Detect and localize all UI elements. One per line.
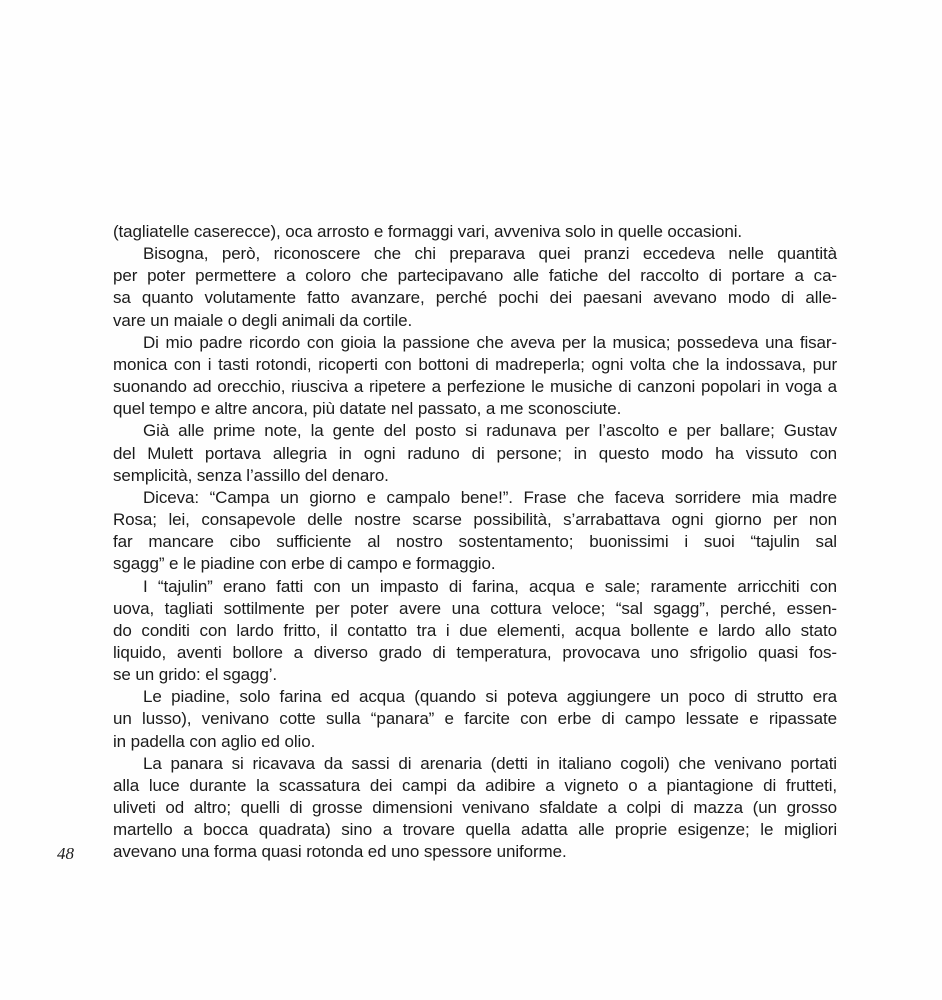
page-number: 48 [57, 844, 74, 863]
paragraph [113, 576, 837, 687]
text-line: sgagg” e le piadine con erbe di campo e formaggio. [113, 554, 496, 574]
text-line: Le piadine, solo farina ed acqua (quando si poteva aggiungere un poco di strutto era [143, 687, 837, 707]
text-line: Bisogna, però, riconoscere che chi preparava quei pranzi eccedeva nelle quantità [143, 244, 837, 264]
text-line: suonando ad orecchio, riusciva a ripetere a perfezione le musiche di canzoni popolari in voga a [113, 377, 837, 397]
paragraph [113, 332, 837, 421]
text-line: martello a bocca quadrata) sino a trovare quella adatta alle proprie esigenze; le migliori [113, 820, 837, 840]
text-line: Rosa; lei, consapevole delle nostre scarse possibilità, s’arrabattava ogni giorno per non [113, 510, 837, 530]
paragraph [113, 753, 837, 864]
text-line: se un grido: el sgagg’. [113, 665, 278, 685]
paragraph [113, 221, 837, 243]
text-line: do conditi con lardo fritto, il contatto tra i due elementi, acqua bollente e lardo allo stato [113, 620, 837, 640]
text-line: un lusso), venivano cotte sulla “panara” e farcite con erbe di campo lessate e ripassate [113, 709, 837, 729]
text-line: quel tempo e altre ancora, più datate nel passato, a me sconosciute. [113, 399, 622, 419]
text-line: Diceva: “Campa un giorno e campalo bene!”. Frase che faceva sorridere mia madre [143, 487, 837, 507]
text-line: per poter permettere a coloro che partecipavano alle fatiche del raccolto di portare a ca- [113, 266, 837, 286]
text-line: Di mio padre ricordo con gioia la passione che aveva per la musica; possedeva una fisar- [143, 332, 837, 352]
paragraph [113, 487, 837, 576]
text-line: monica con i tasti rotondi, ricoperti con bottoni di madreperla; ogni volta che la indossava, pur [113, 354, 837, 374]
text-line: La panara si ricavava da sassi di arenaria (detti in italiano cogoli) che venivano portati [143, 753, 837, 773]
text-line: I “tajulin” erano fatti con un impasto di farina, acqua e sale; raramente arricchiti con [143, 576, 837, 596]
text-line: vare un maiale o degli animali da cortile. [113, 310, 413, 330]
paragraph [113, 420, 837, 486]
text-line: alla luce durante la scassatura dei campi da adibire a vigneto o a piantagione di frutteti, [113, 775, 837, 795]
text-line: uova, tagliati sottilmente per poter avere una cottura veloce; “sal sgagg”, perché, essen- [113, 598, 837, 618]
text-line: avevano una forma quasi rotonda ed uno spessore uniforme. [113, 842, 567, 862]
text-line: (tagliatelle caserecce), oca arrosto e formaggi vari, avveniva solo in quelle occasioni. [113, 222, 743, 241]
text-line: semplicità, senza l’assillo del denaro. [113, 465, 389, 485]
paragraph [113, 243, 837, 332]
paragraph [113, 686, 837, 752]
text-line: sa quanto volutamente fatto avanzare, perché pochi dei paesani avevano modo di alle- [113, 288, 837, 308]
text-line: del Mulett portava allegria in ogni raduno di persone; in questo modo ha vissuto con [113, 443, 837, 463]
text-line: in padella con aglio ed olio. [113, 731, 316, 751]
text-line: uliveti od altro; quelli di grosse dimensioni venivano sfaldate a colpi di mazza (un grosso [113, 798, 837, 818]
text-line: far mancare cibo sufficiente al nostro sostentamento; buonissimi i suoi “tajulin sal [113, 532, 837, 552]
text-block [113, 221, 837, 864]
text-line: Già alle prime note, la gente del posto si radunava per l’ascolto e per ballare; Gustav [143, 421, 837, 441]
text-line: liquido, aventi bollore a diverso grado di temperatura, provocava uno sfrigolio quasi fos- [113, 642, 837, 662]
